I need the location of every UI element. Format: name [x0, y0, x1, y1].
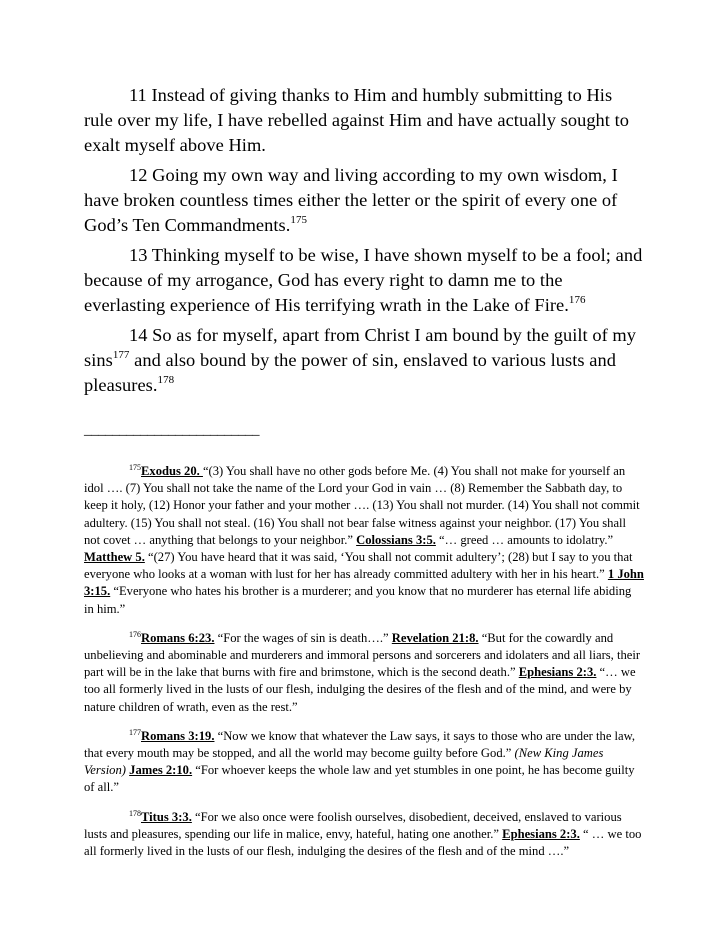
- footnote-number: 175: [129, 463, 141, 472]
- footnote-number: 177: [129, 727, 141, 737]
- paragraph-14: [84, 323, 644, 398]
- translation-note: (New King James Version): [84, 746, 604, 778]
- footnotes: [84, 463, 644, 872]
- scripture-ref: Matthew 5.: [84, 550, 145, 565]
- scripture-ref: 1 John 3:15.: [84, 567, 644, 599]
- scripture-ref: Colossians 3:5.: [356, 532, 436, 547]
- footnote-number: 176: [129, 629, 141, 639]
- footnote-text: “… greed … amounts to idolatry.”: [435, 532, 614, 547]
- footnote-number: 178: [129, 808, 141, 818]
- paragraph-11: [84, 83, 644, 158]
- scripture-ref: Revelation 21:8.: [391, 630, 479, 645]
- paragraph-text: and also bound by the power of sin, enslaved to various lusts and pleasures.: [84, 350, 616, 395]
- body-text: [84, 83, 644, 403]
- footnote-ref-177[interactable]: 177: [112, 349, 130, 361]
- footnote-176: [84, 630, 644, 716]
- footnote-text: “For we also once were foolish ourselves, disobedient, deceived, enslaved to various lusts and pleasures, spending our life in malice, envy, hateful, hating one another.”: [84, 809, 622, 841]
- footnote-text: “… we too all formerly lived in the lusts of our flesh, indulging the desires of the flesh and of the mind, and were by nature children of wrath, even as the rest.”: [84, 665, 636, 714]
- footnote-text: “But for the cowardly and unbelieving and abominable and murderers and immoral persons and sorcerers and idolaters and all liars, their part will be in the lake that burns with fire and brimstone, which is the second death.”: [84, 630, 641, 680]
- footnote-text: “ … we too all formerly lived in the lusts of our flesh, indulging the desires of the flesh and of the mind ….”: [84, 826, 642, 859]
- scripture-ref: Ephesians 2:3.: [518, 665, 597, 680]
- footnote-text: “For the wages of sin is death….”: [214, 630, 392, 645]
- paragraph-12: [84, 163, 644, 238]
- scripture-ref: Ephesians 2:3.: [502, 826, 580, 841]
- footnote-175: [84, 463, 644, 618]
- footnote-text: “For whoever keeps the whole law and yet stumbles in one point, he has become guilty of all.”: [84, 763, 635, 795]
- footnote-ref-176[interactable]: 176: [568, 294, 586, 306]
- footnote-ref-175[interactable]: 175: [290, 214, 308, 226]
- scripture-ref: Romans 6:23.: [141, 630, 215, 645]
- scripture-ref: Exodus 20.: [141, 464, 203, 478]
- scripture-ref: James 2:10.: [129, 763, 193, 778]
- footnote-text: “Now we know that whatever the Law says, it says to those who are under the law, that every mouth may be stopped, and all the world may become guilty before God.”: [84, 728, 636, 761]
- paragraph-text: 12 Going my own way and living according to my own wisdom, I have broken countless times either the letter or the spirit of every one of God’s Ten Commandments.: [84, 165, 618, 235]
- footnote-text: “Everyone who hates his brother is a murderer; and you know that no murderer has eternal life abiding in him.”: [84, 584, 632, 616]
- paragraph-13: [84, 243, 644, 318]
- scripture-ref: Romans 3:19.: [141, 728, 215, 743]
- footnote-text: “(3) You shall have no other gods before Me. (4) You shall not make for yourself an idol …. (7) You shall not take the name of the Lord your God in vain … (8) Remember the Sabbath day, to keep it holy, (12) Honor your father and your mother …. (13) You shall not murder. (14) You shall not commit adultery. (15) You shall not steal. (16) You shall not bear false witness against your neighbor. (17) You shall not covet … anything that belongs to your neighbor.”: [84, 464, 640, 547]
- footnote-separator: _________________________: [84, 422, 259, 438]
- footnote-177: [84, 728, 644, 797]
- paragraph-text: 11 Instead of giving thanks to Him and humbly submitting to His rule over my life, I have rebelled against Him and have actually sought to exalt myself above Him.: [84, 85, 630, 155]
- footnote-ref-178[interactable]: 178: [157, 374, 175, 386]
- paragraph-text: 13 Thinking myself to be wise, I have shown myself to be a fool; and because of my arrogance, God has every right to damn me to the everlasting experience of His terrifying wrath in the Lake of Fire.: [84, 245, 643, 315]
- footnote-text: “(27) You have heard that it was said, ‘You shall not commit adultery’; (28) but I say to you that everyone who looks at a woman with lust for her has already committed adultery with her in his heart.”: [84, 550, 633, 582]
- footnote-178: [84, 809, 644, 861]
- paragraph-text: 14 So as for myself, apart from Christ I am bound by the guilt of my sins: [84, 325, 637, 370]
- scripture-ref: Titus 3:3.: [141, 809, 192, 824]
